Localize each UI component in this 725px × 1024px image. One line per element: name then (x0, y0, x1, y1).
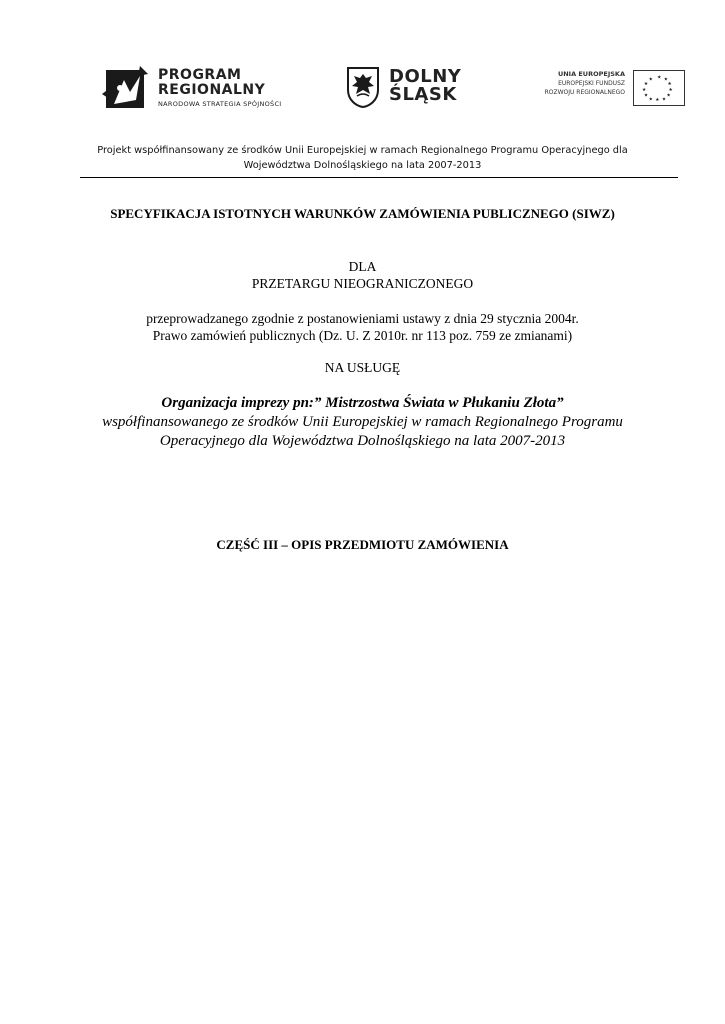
program-regionalny-logo-icon (100, 64, 150, 114)
svg-text:★: ★ (657, 75, 662, 81)
program-logo-line3: NARODOWA STRATEGIA SPÓJNOŚCI (158, 100, 282, 108)
program-logo-line1: PROGRAM (158, 67, 242, 83)
tender-heading (40, 258, 685, 292)
svg-text:★: ★ (663, 77, 668, 83)
eu-logo-text (545, 70, 625, 97)
event-name: Organizacja imprezy pn:” Mistrzostwa Świata w Płukaniu Złota” (161, 395, 564, 411)
region-logo-line2: ŚLĄSK (389, 84, 457, 105)
part-title: CZĘŚĆ III – OPIS PRZEDMIOTU ZAMÓWIENIA (216, 537, 509, 552)
document-title: SPECYFIKACJA ISTOTNYCH WARUNKÓW ZAMÓWIENIA PUBLICZNEGO (SIWZ) (110, 206, 615, 221)
eu-logo-line2: EUROPEJSKI FUNDUSZ (558, 80, 625, 87)
svg-text:★: ★ (667, 82, 672, 88)
svg-text:★: ★ (643, 82, 649, 88)
svg-text:★: ★ (648, 77, 653, 83)
dolny-slask-text (389, 68, 461, 104)
svg-text:★: ★ (668, 87, 673, 93)
eu-flag-icon (633, 70, 685, 106)
tender-type: PRZETARGU NIEOGRANICZONEGO (251, 276, 474, 291)
dolny-slask-logo (346, 66, 476, 110)
legal-basis-line2: Prawo zamówień publicznych (Dz. U. Z 2010r. nr 113 poz. 759 ze zmianami) (152, 328, 573, 343)
legal-basis (40, 310, 685, 344)
event-block (40, 394, 685, 451)
logo-bar (0, 58, 725, 118)
document-body (40, 205, 685, 553)
svg-text:★: ★ (655, 98, 660, 104)
program-logo-line2: REGIONALNY (158, 82, 266, 98)
dla-label: DLA (348, 259, 377, 274)
program-regionalny-logo (100, 64, 310, 114)
dolny-slask-crest-icon (346, 66, 380, 108)
funding-line2: Operacyjnego dla Województwa Dolnośląskiego na lata 2007-2013 (159, 433, 566, 449)
cofinancing-line1: Projekt współfinansowany ze środków Unii Europejskiej w ramach Regionalnego Programu Operacyjnego dla (97, 145, 628, 156)
svg-text:★: ★ (661, 97, 667, 103)
program-regionalny-text (158, 68, 282, 109)
cofinancing-line2: Województwa Dolnośląskiego na lata 2007-2013 (243, 160, 482, 171)
service-label: NA USŁUGĘ (324, 360, 401, 375)
svg-text:★: ★ (666, 93, 671, 99)
funding-line1: współfinansowanego ze środków Unii Europejskiej w ramach Regionalnego Programu (102, 414, 623, 430)
eu-logo-line1: UNIA EUROPEJSKA (557, 70, 625, 78)
eu-logo-line3: ROZWOJU REGIONALNEGO (544, 89, 625, 96)
svg-text:★: ★ (643, 93, 649, 99)
region-logo-line1: DOLNY (389, 66, 462, 87)
cofinancing-note (60, 143, 665, 173)
eu-logo (515, 70, 685, 110)
header-divider (80, 177, 678, 178)
svg-text:★: ★ (648, 97, 653, 103)
svg-text:★: ★ (642, 87, 647, 93)
legal-basis-line1: przeprowadzanego zgodnie z postanowieniami ustawy z dnia 29 stycznia 2004r. (146, 311, 579, 326)
